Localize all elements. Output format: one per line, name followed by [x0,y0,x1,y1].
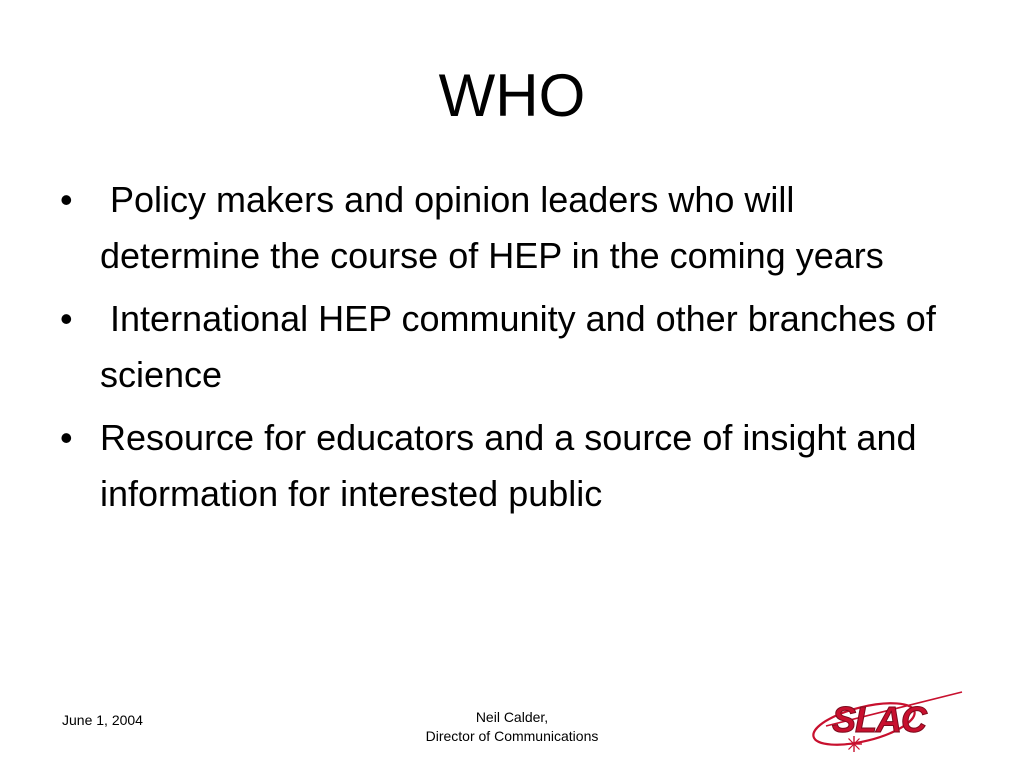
author-name: Neil Calder, [475,709,549,725]
slac-logo [806,686,966,752]
logo-text: SLAC [832,699,926,740]
footer-date: June 1, 2004 [62,712,143,728]
bullet-text: Resource for educators and a source of insight and information for interested public [100,417,927,514]
bullet-item [60,291,946,403]
bullet-item [60,410,940,522]
bullet-item [60,172,940,284]
bullet-marker: • [60,417,73,458]
slide-title: WHO [438,62,586,129]
bullet-marker: • [60,298,73,339]
bullet-text: Policy makers and opinion leaders who will determine the course of HEP in the coming years [100,179,884,276]
author-title: Director of Communications [425,728,599,744]
bullet-list [60,172,946,529]
bullet-text: International HEP community and other branches of science [100,298,946,395]
footer-author [380,708,644,746]
bullet-marker: • [60,179,73,220]
